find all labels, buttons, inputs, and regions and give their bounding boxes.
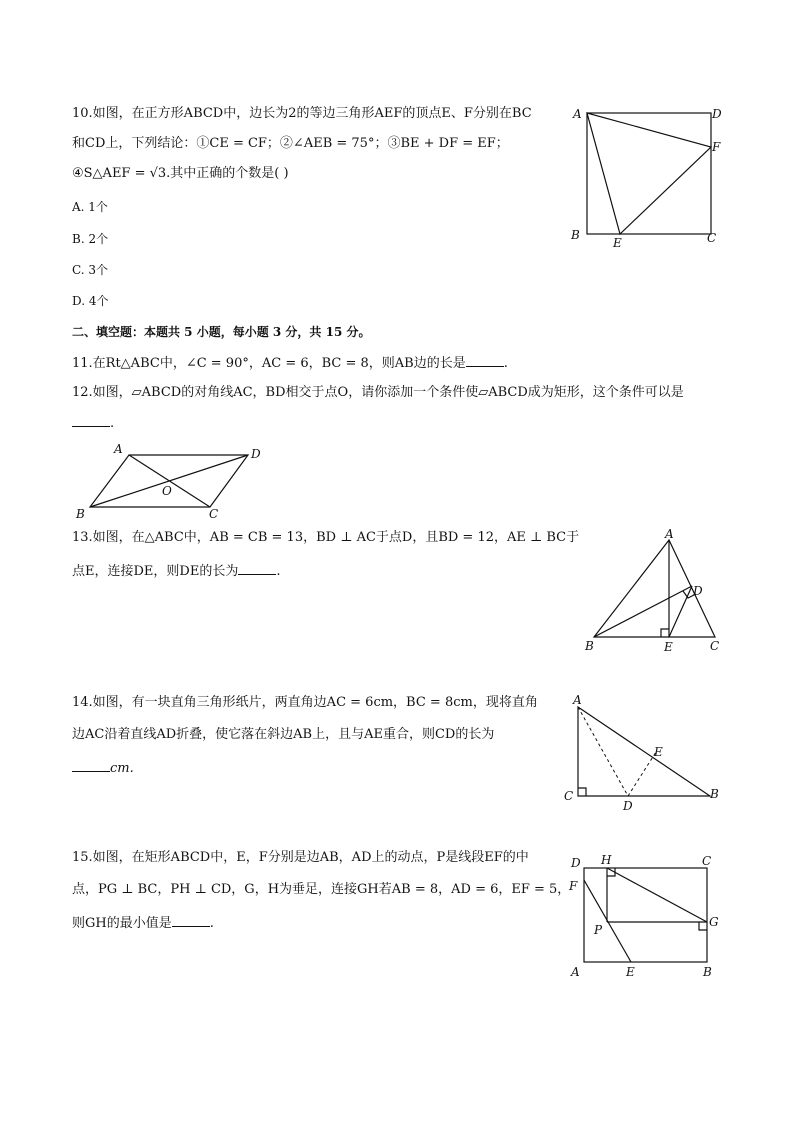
fold-line-ad	[578, 707, 628, 796]
q10-line-3: ④S△AEF = √3.其中正确的个数是( )	[72, 166, 289, 181]
segment-gh	[607, 868, 707, 922]
label-o: O	[162, 484, 172, 498]
q10-line-2: 和CD上，下列结论：①CE = CF；②∠AEB = 75°；③BE + DF = EF；	[72, 136, 509, 151]
q10-option-a: A. 1个	[72, 200, 108, 214]
label-e: E	[613, 236, 622, 250]
q15-answer-blank[interactable]	[172, 914, 210, 927]
label-c: C	[209, 507, 219, 521]
q10-line-1: 10.如图，在正方形ABCD中，边长为2的等边三角形AEF的顶点E、F分别在BC	[72, 106, 532, 121]
q13-answer-blank[interactable]	[238, 562, 276, 575]
label-h: H	[601, 853, 612, 867]
label-c: C	[702, 854, 712, 868]
q15-text: 则GH的最小值是	[72, 916, 172, 931]
q14-line-2: 边AC沿着直线AD折叠，使它落在斜边AB上，且与AE重合，则CD的长为	[72, 727, 495, 742]
label-b: B	[703, 965, 712, 979]
label-c: C	[710, 639, 720, 653]
segment-bd	[594, 586, 692, 637]
label-b: B	[571, 228, 580, 242]
square-abcd	[587, 113, 711, 234]
right-angle-g	[699, 922, 707, 930]
label-b: B	[585, 639, 594, 653]
q14-unit: cm.	[110, 761, 134, 776]
q13-line-1: 13.如图，在△ABC中，AB = CB = 13，BD ⊥ AC于点D，且BD = 12，AE ⊥ BC于	[72, 530, 580, 545]
q14-line-3	[72, 759, 134, 777]
label-a: A	[665, 527, 674, 541]
segment-de	[669, 586, 692, 637]
q11-end: .	[503, 356, 508, 371]
label-c: C	[564, 789, 574, 803]
label-a: A	[573, 693, 582, 707]
q12-answer-blank[interactable]	[72, 414, 110, 427]
label-b: B	[710, 787, 719, 801]
right-angle-e	[661, 629, 669, 637]
q10-option-c: C. 3个	[72, 263, 109, 277]
label-e: E	[654, 745, 663, 759]
q15-end: .	[209, 916, 214, 931]
label-c: C	[707, 231, 717, 245]
section-2-heading: 二、填空题：本题共 5 小题，每小题 3 分，共 15 分。	[72, 325, 371, 339]
label-d: D	[251, 447, 261, 461]
q11-text: 11.在Rt△ABC中，∠C = 90°，AC = 6，BC = 8，则AB边的长是	[72, 356, 466, 371]
label-p: P	[594, 923, 603, 937]
triangle-aef	[587, 113, 711, 234]
right-angle-c	[578, 788, 586, 796]
label-f: F	[712, 140, 721, 154]
q13-figure-triangle	[580, 525, 740, 660]
label-a: A	[114, 442, 123, 456]
rectangle-abcd	[584, 868, 707, 962]
label-f: F	[569, 879, 578, 893]
q10-option-b: B. 2个	[72, 232, 109, 246]
q14-answer-blank[interactable]	[72, 759, 110, 772]
triangle-acb	[578, 707, 710, 796]
q15-line-1: 15.如图，在矩形ABCD中，E，F分别是边AB，AD上的动点，P是线段EF的中	[72, 850, 529, 865]
q11-line	[72, 354, 508, 372]
q15-line-2: 点，PG ⊥ BC，PH ⊥ CD，G，H为垂足，连接GH若AB = 8，AD = 6，EF = 5，	[72, 882, 571, 897]
label-e: E	[664, 640, 673, 654]
q14-line-1: 14.如图，有一块直角三角形纸片，两直角边AC = 6cm，BC = 8cm，现将直角	[72, 695, 538, 710]
q10-option-d: D. 4个	[72, 294, 109, 308]
label-a: A	[571, 965, 580, 979]
label-a: A	[573, 107, 582, 121]
segment-de	[628, 752, 656, 796]
q13-line-2	[72, 562, 280, 580]
q12-end: .	[110, 416, 115, 431]
label-d: D	[693, 584, 703, 598]
q15-figure-rectangle	[565, 850, 735, 985]
q12-line-2	[72, 414, 114, 432]
label-b: B	[76, 507, 85, 521]
q14-figure-right-triangle	[560, 690, 730, 813]
label-d: D	[712, 107, 722, 121]
q13-text: 点E，连接DE，则DE的长为	[72, 564, 239, 579]
q12-line-1: 12.如图，▱ABCD的对角线AC，BD相交于点O，请你添加一个条件使▱ABCD成为矩形，这个条件可以是	[72, 385, 684, 400]
label-e: E	[626, 965, 635, 979]
diagonal-bd	[90, 455, 248, 507]
label-d: D	[623, 799, 633, 813]
q11-answer-blank[interactable]	[466, 354, 504, 367]
q15-line-3	[72, 914, 214, 932]
q12-figure-parallelogram	[70, 440, 270, 525]
q10-figure-square	[565, 100, 735, 250]
label-g: G	[709, 915, 719, 929]
label-d: D	[571, 856, 581, 870]
q13-end: .	[276, 564, 281, 579]
